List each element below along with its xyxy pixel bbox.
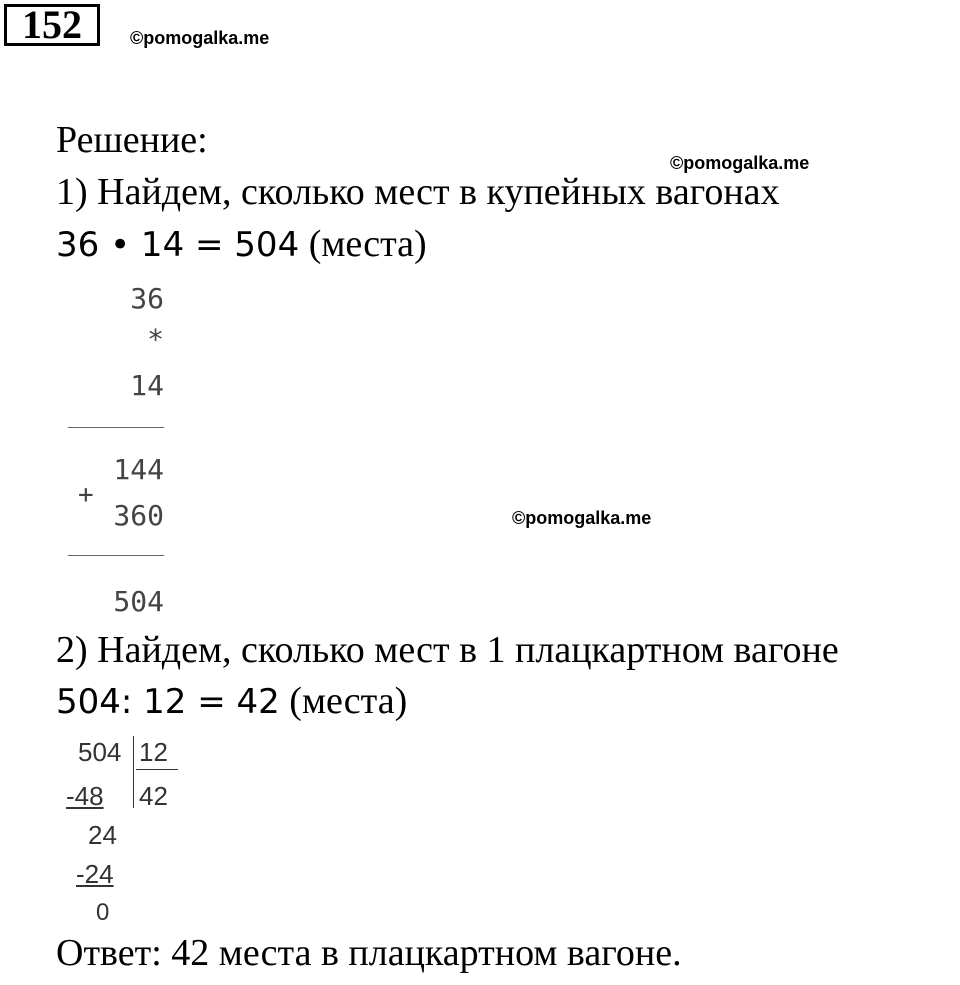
- mult-operand-b: 14: [130, 369, 164, 402]
- division-vertical-line: [133, 736, 134, 808]
- task-number: 152: [22, 2, 82, 47]
- step2-expression: 504: 12 = 42: [56, 682, 280, 722]
- division-dividend: 504: [78, 737, 122, 767]
- step2-unit: (места): [289, 680, 408, 722]
- step2-equation: [56, 682, 407, 720]
- step1-expression: 36 • 14 = 504: [56, 225, 300, 265]
- division-subtract-2: -24: [76, 859, 114, 889]
- watermark-2: ©pomogalka.me: [512, 508, 652, 528]
- solution-heading: Решение:: [56, 119, 208, 161]
- division-divisor-rule: [136, 769, 178, 770]
- step2-text: 2) Найдем, сколько мест в 1 плацкартном вагоне: [56, 629, 839, 671]
- task-number-box: [4, 4, 100, 46]
- answer-text: Ответ: 42 места в плацкартном вагоне.: [56, 932, 682, 974]
- step1-equation: [56, 225, 427, 263]
- mult-rule-2: [68, 555, 164, 556]
- watermark-top: ©pomogalka.me: [130, 28, 270, 48]
- mult-partial-2: 360: [113, 499, 164, 532]
- mult-operator: *: [147, 323, 164, 356]
- division-divisor: 12: [139, 737, 168, 767]
- step1-unit: (места): [308, 223, 427, 265]
- division-remainder-1: 24: [88, 820, 117, 850]
- mult-rule-1: [68, 427, 164, 428]
- mult-partial-1: 144: [113, 453, 164, 486]
- division-remainder-2: 0: [96, 899, 110, 926]
- division-quotient: 42: [139, 781, 168, 811]
- step1-text: 1) Найдем, сколько мест в купейных вагонах: [56, 171, 780, 213]
- watermark-1: ©pomogalka.me: [670, 153, 810, 173]
- mult-operand-a: 36: [130, 282, 164, 315]
- mult-result: 504: [113, 585, 164, 618]
- division-subtract-1: -48: [66, 781, 104, 811]
- mult-plus-sign: +: [78, 480, 94, 510]
